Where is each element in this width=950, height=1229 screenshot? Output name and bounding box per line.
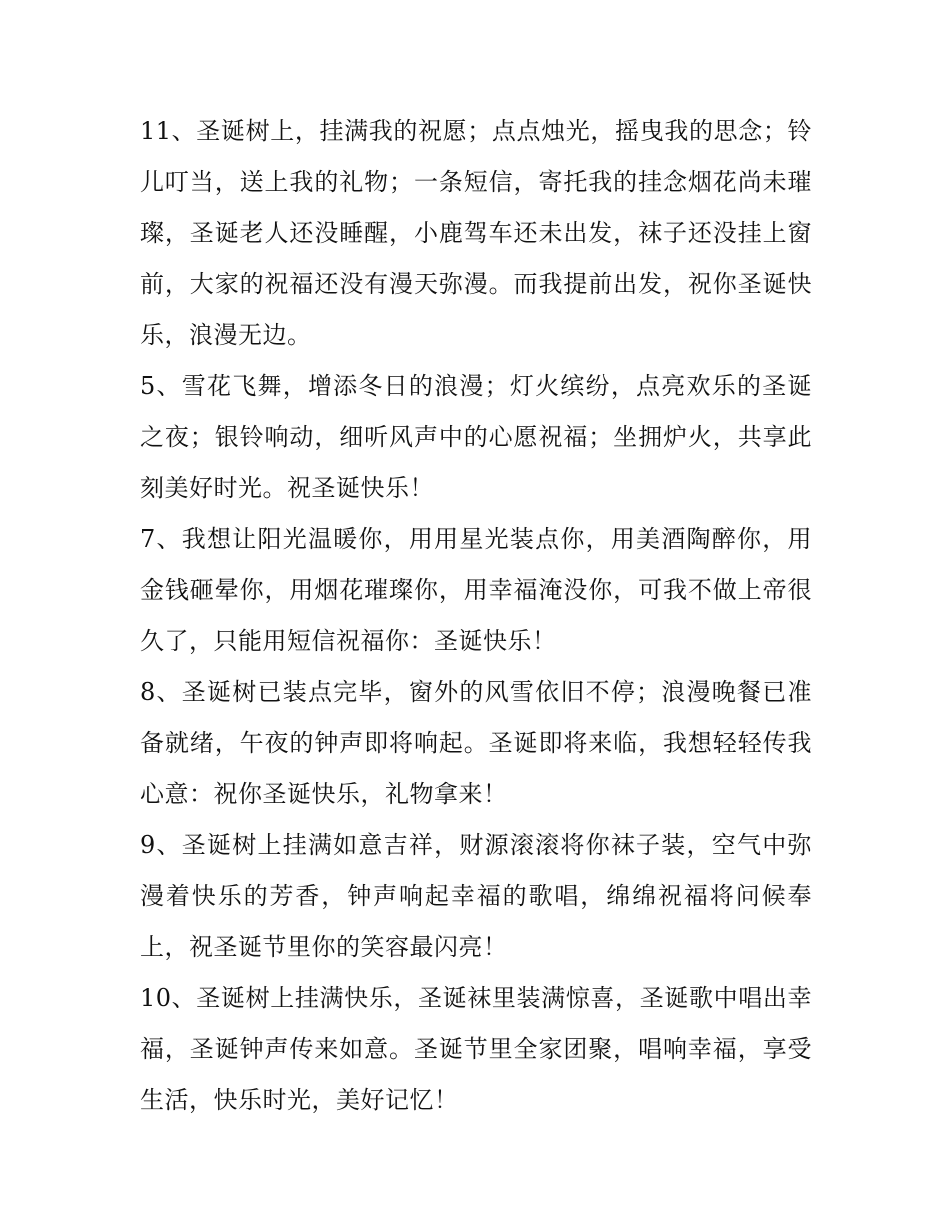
paragraph-10: 10、圣诞树上挂满快乐，圣诞袜里装满惊喜，圣诞歌中唱出幸福，圣诞钟声传来如意。圣诞节里全家团聚，唱响幸福，享受生活，快乐时光，美好记忆！ — [140, 984, 812, 1114]
paragraph-11: 11、圣诞树上，挂满我的祝愿；点点烛光，摇曳我的思念；铃儿叮当，送上我的礼物；一条短信，寄托我的挂念烟花尚未璀璨，圣诞老人还没睡醒，小鹿驾车还未出发，袜子还没挂上窗前，大家的祝福还没有漫天弥漫。而我提前出发，祝你圣诞快乐，浪漫无边。 — [140, 117, 812, 349]
paragraph-5: 5、雪花飞舞，增添冬日的浪漫；灯火缤纷，点亮欢乐的圣诞之夜；银铃响动，细听风声中的心愿祝福；坐拥炉火，共享此刻美好时光。祝圣诞快乐！ — [140, 372, 812, 502]
document-body — [140, 106, 812, 1126]
paragraph-7: 7、我想让阳光温暖你，用用星光装点你，用美酒陶醉你，用金钱砸晕你，用烟花璀璨你，用幸福淹没你，可我不做上帝很久了，只能用短信祝福你：圣诞快乐！ — [140, 525, 812, 655]
paragraph-8: 8、圣诞树已装点完毕，窗外的风雪依旧不停；浪漫晚餐已准备就绪，午夜的钟声即将响起。圣诞即将来临，我想轻轻传我心意：祝你圣诞快乐，礼物拿来！ — [140, 678, 812, 808]
paragraph-9: 9、圣诞树上挂满如意吉祥，财源滚滚将你袜子装，空气中弥漫着快乐的芳香，钟声响起幸福的歌唱，绵绵祝福将问候奉上，祝圣诞节里你的笑容最闪亮！ — [140, 831, 812, 961]
